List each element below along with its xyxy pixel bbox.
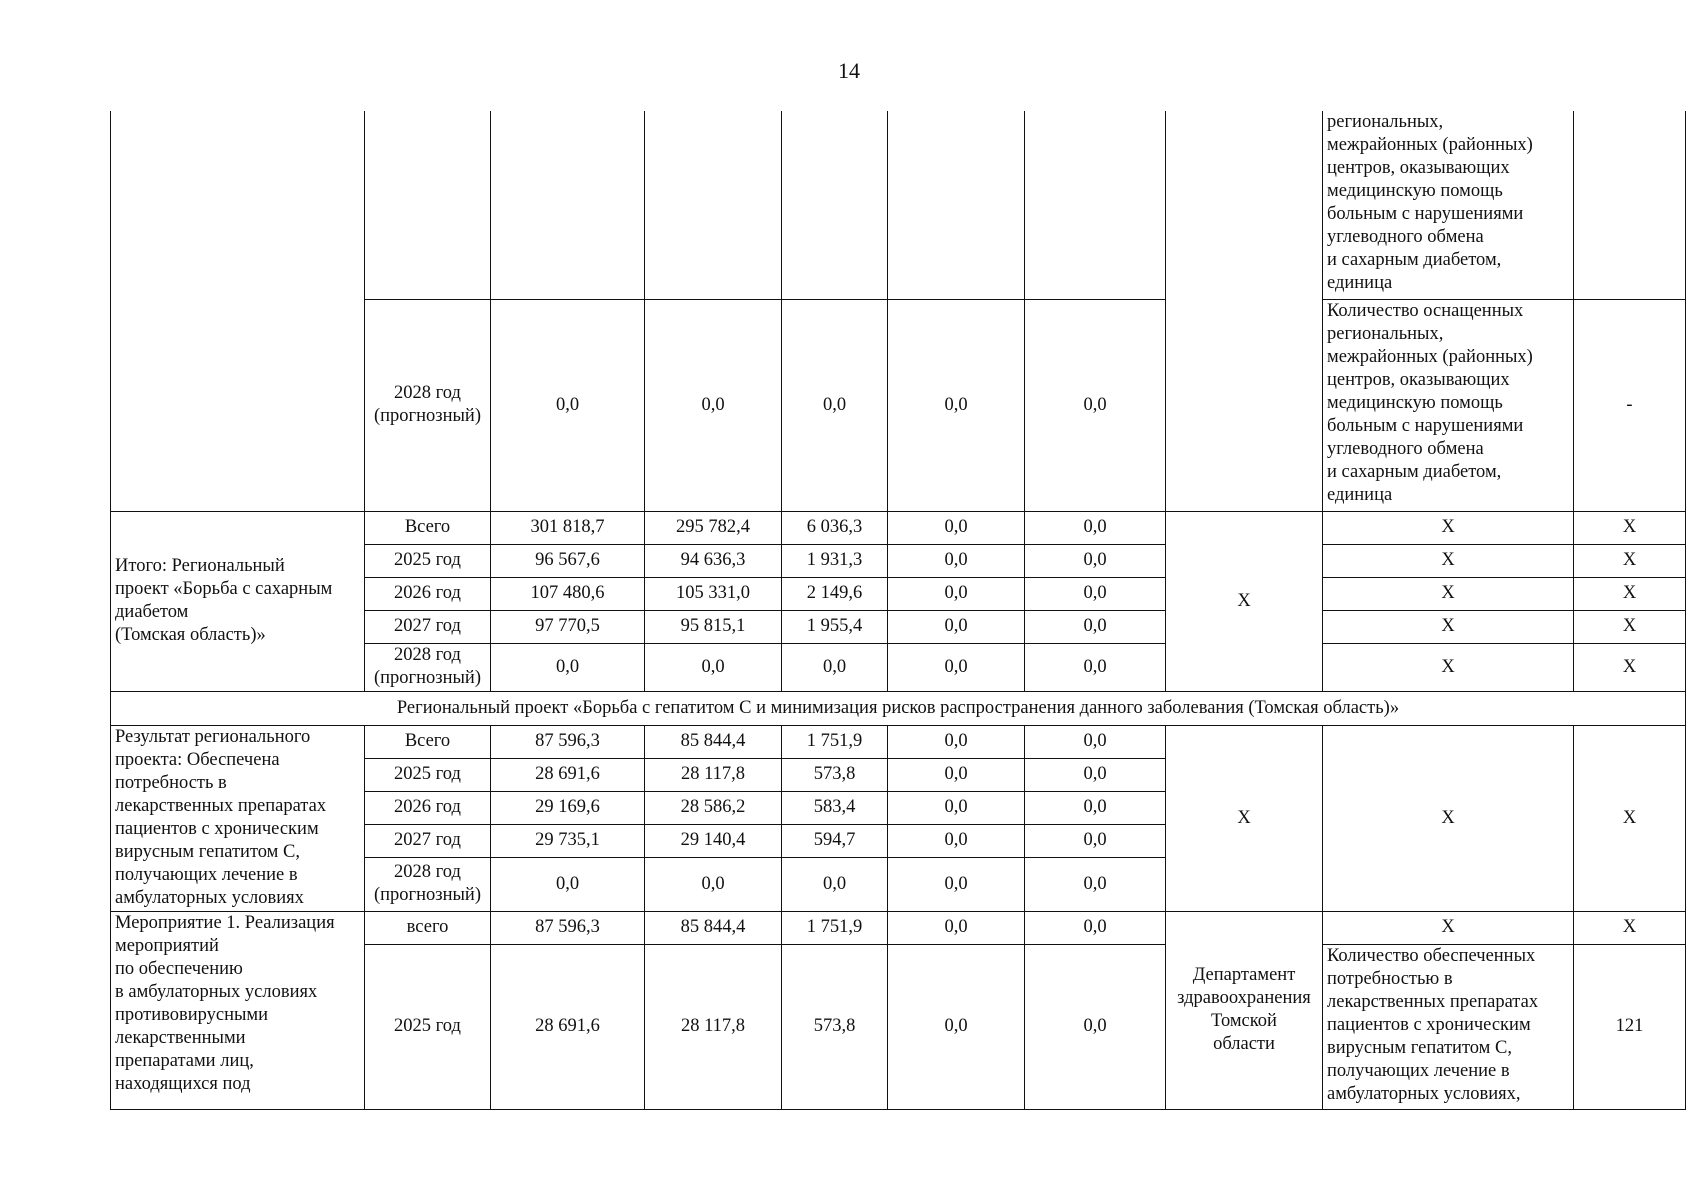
- value-cell: 28 691,6: [491, 944, 645, 1109]
- value-cell: 0,0: [1025, 791, 1166, 824]
- value-cell: 573,8: [782, 944, 888, 1109]
- indicator-cell: X: [1323, 544, 1574, 577]
- indicator-value-cell: 121: [1574, 944, 1686, 1109]
- year-cell: всего: [365, 911, 491, 944]
- value-cell: 0,0: [782, 857, 888, 911]
- value-cell: 2 149,6: [782, 577, 888, 610]
- value-cell: 0,0: [888, 610, 1025, 643]
- year-cell: Всего: [365, 725, 491, 758]
- measure-label-cell: Мероприятие 1. Реализация мероприятий по обеспечению в амбулаторных условиях противовирусными лекарственными препаратами лиц, находящихся под: [111, 911, 365, 1109]
- value-cell: 1 931,3: [782, 544, 888, 577]
- indicator-value-cell: X: [1574, 911, 1686, 944]
- value-cell: 97 770,5: [491, 610, 645, 643]
- value-cell: 0,0: [1025, 643, 1166, 691]
- indicator-value-cell: X: [1574, 610, 1686, 643]
- year-cell: 2025 год: [365, 758, 491, 791]
- year-cell: 2027 год: [365, 610, 491, 643]
- value-cell: 95 815,1: [645, 610, 782, 643]
- year-cell: [365, 111, 491, 299]
- year-cell: 2025 год: [365, 944, 491, 1109]
- value-cell: 0,0: [1025, 824, 1166, 857]
- indicator-cell: Количество оснащенных региональных, межрайонных (районных) центров, оказывающих медицинскую помощь больным с нарушениями углеводного обмена и сахарным диабетом, единица: [1323, 299, 1574, 511]
- value-cell: 0,0: [491, 857, 645, 911]
- value-cell: 85 844,4: [645, 725, 782, 758]
- value-cell: 583,4: [782, 791, 888, 824]
- executor-cell: X: [1166, 725, 1323, 911]
- value-cell: 0,0: [1025, 610, 1166, 643]
- year-cell: 2026 год: [365, 791, 491, 824]
- section-header: Региональный проект «Борьба с гепатитом С и минимизация рисков распространения данного заболевания (Томская область)»: [111, 691, 1686, 725]
- table-row: [111, 511, 1686, 544]
- value-cell: 1 751,9: [782, 725, 888, 758]
- indicator-cell: X: [1323, 511, 1574, 544]
- value-cell: 0,0: [888, 511, 1025, 544]
- value-cell: 0,0: [888, 299, 1025, 511]
- value-cell: 0,0: [888, 791, 1025, 824]
- value-cell: 0,0: [888, 544, 1025, 577]
- value-cell: 0,0: [888, 857, 1025, 911]
- value-cell: 0,0: [888, 643, 1025, 691]
- value-cell: [645, 111, 782, 299]
- value-cell: 0,0: [888, 725, 1025, 758]
- value-cell: 1 955,4: [782, 610, 888, 643]
- value-cell: 0,0: [491, 299, 645, 511]
- indicator-cell: X: [1323, 643, 1574, 691]
- table-row: [111, 691, 1686, 725]
- value-cell: 0,0: [1025, 725, 1166, 758]
- value-cell: 0,0: [888, 911, 1025, 944]
- executor-cell: [1166, 111, 1323, 511]
- value-cell: 0,0: [1025, 577, 1166, 610]
- value-cell: 96 567,6: [491, 544, 645, 577]
- continued-label-cell: [111, 111, 365, 511]
- page-number: 14: [838, 58, 860, 83]
- indicator-value-cell: -: [1574, 299, 1686, 511]
- value-cell: 29 735,1: [491, 824, 645, 857]
- value-cell: 28 117,8: [645, 944, 782, 1109]
- value-cell: 573,8: [782, 758, 888, 791]
- year-cell: 2026 год: [365, 577, 491, 610]
- value-cell: 29 169,6: [491, 791, 645, 824]
- indicator-value-cell: X: [1574, 725, 1686, 911]
- value-cell: 94 636,3: [645, 544, 782, 577]
- indicator-value-cell: [1574, 111, 1686, 299]
- indicator-cell: X: [1323, 725, 1574, 911]
- value-cell: 0,0: [782, 643, 888, 691]
- value-cell: 0,0: [888, 577, 1025, 610]
- value-cell: 0,0: [782, 299, 888, 511]
- value-cell: 105 331,0: [645, 577, 782, 610]
- year-cell: 2028 год (прогнозный): [365, 299, 491, 511]
- value-cell: 0,0: [1025, 299, 1166, 511]
- value-cell: [888, 111, 1025, 299]
- executor-cell: X: [1166, 511, 1323, 691]
- value-cell: 0,0: [1025, 944, 1166, 1109]
- table-row: [111, 725, 1686, 758]
- value-cell: 0,0: [888, 824, 1025, 857]
- value-cell: 0,0: [645, 643, 782, 691]
- year-cell: 2025 год: [365, 544, 491, 577]
- result-label-cell: Результат регионального проекта: Обеспечена потребность в лекарственных препаратах пациентов с хроническим вирусным гепатитом С, получающих лечение в амбулаторных условиях: [111, 725, 365, 911]
- value-cell: 0,0: [1025, 511, 1166, 544]
- value-cell: 0,0: [1025, 544, 1166, 577]
- indicator-value-cell: X: [1574, 643, 1686, 691]
- total-label-cell: Итого: Региональный проект «Борьба с сахарным диабетом (Томская область)»: [111, 511, 365, 691]
- value-cell: 1 751,9: [782, 911, 888, 944]
- value-cell: 0,0: [645, 299, 782, 511]
- value-cell: 0,0: [1025, 911, 1166, 944]
- value-cell: 594,7: [782, 824, 888, 857]
- value-cell: 28 586,2: [645, 791, 782, 824]
- table-row: [111, 111, 1686, 299]
- indicator-value-cell: X: [1574, 511, 1686, 544]
- value-cell: [1025, 111, 1166, 299]
- value-cell: 28 691,6: [491, 758, 645, 791]
- budget-table: [110, 111, 1686, 1110]
- indicator-cell: X: [1323, 610, 1574, 643]
- value-cell: 0,0: [888, 944, 1025, 1109]
- value-cell: 87 596,3: [491, 725, 645, 758]
- year-cell: 2027 год: [365, 824, 491, 857]
- indicator-cell: Количество обеспеченных потребностью в лекарственных препаратах пациентов с хроническим вирусным гепатитом С, получающих лечение в амбулаторных условиях,: [1323, 944, 1574, 1109]
- value-cell: 0,0: [491, 643, 645, 691]
- value-cell: 85 844,4: [645, 911, 782, 944]
- indicator-cell: X: [1323, 911, 1574, 944]
- value-cell: 6 036,3: [782, 511, 888, 544]
- value-cell: 0,0: [888, 758, 1025, 791]
- executor-cell: Департамент здравоохранения Томской области: [1166, 911, 1323, 1109]
- value-cell: 301 818,7: [491, 511, 645, 544]
- value-cell: [782, 111, 888, 299]
- year-cell: 2028 год (прогнозный): [365, 857, 491, 911]
- value-cell: 0,0: [1025, 758, 1166, 791]
- value-cell: 87 596,3: [491, 911, 645, 944]
- indicator-value-cell: X: [1574, 544, 1686, 577]
- value-cell: 295 782,4: [645, 511, 782, 544]
- value-cell: 0,0: [645, 857, 782, 911]
- table-row: [111, 911, 1686, 944]
- value-cell: 28 117,8: [645, 758, 782, 791]
- indicator-value-cell: X: [1574, 577, 1686, 610]
- value-cell: [491, 111, 645, 299]
- indicator-cell: регионaльных, межрайонных (районных) центров, оказывающих медицинскую помощь больным с нарушениями углеводного обмена и сахарным диабетом, единица: [1323, 111, 1574, 299]
- value-cell: 107 480,6: [491, 577, 645, 610]
- indicator-cell: X: [1323, 577, 1574, 610]
- value-cell: 0,0: [1025, 857, 1166, 911]
- year-cell: Всего: [365, 511, 491, 544]
- year-cell: 2028 год (прогнозный): [365, 643, 491, 691]
- value-cell: 29 140,4: [645, 824, 782, 857]
